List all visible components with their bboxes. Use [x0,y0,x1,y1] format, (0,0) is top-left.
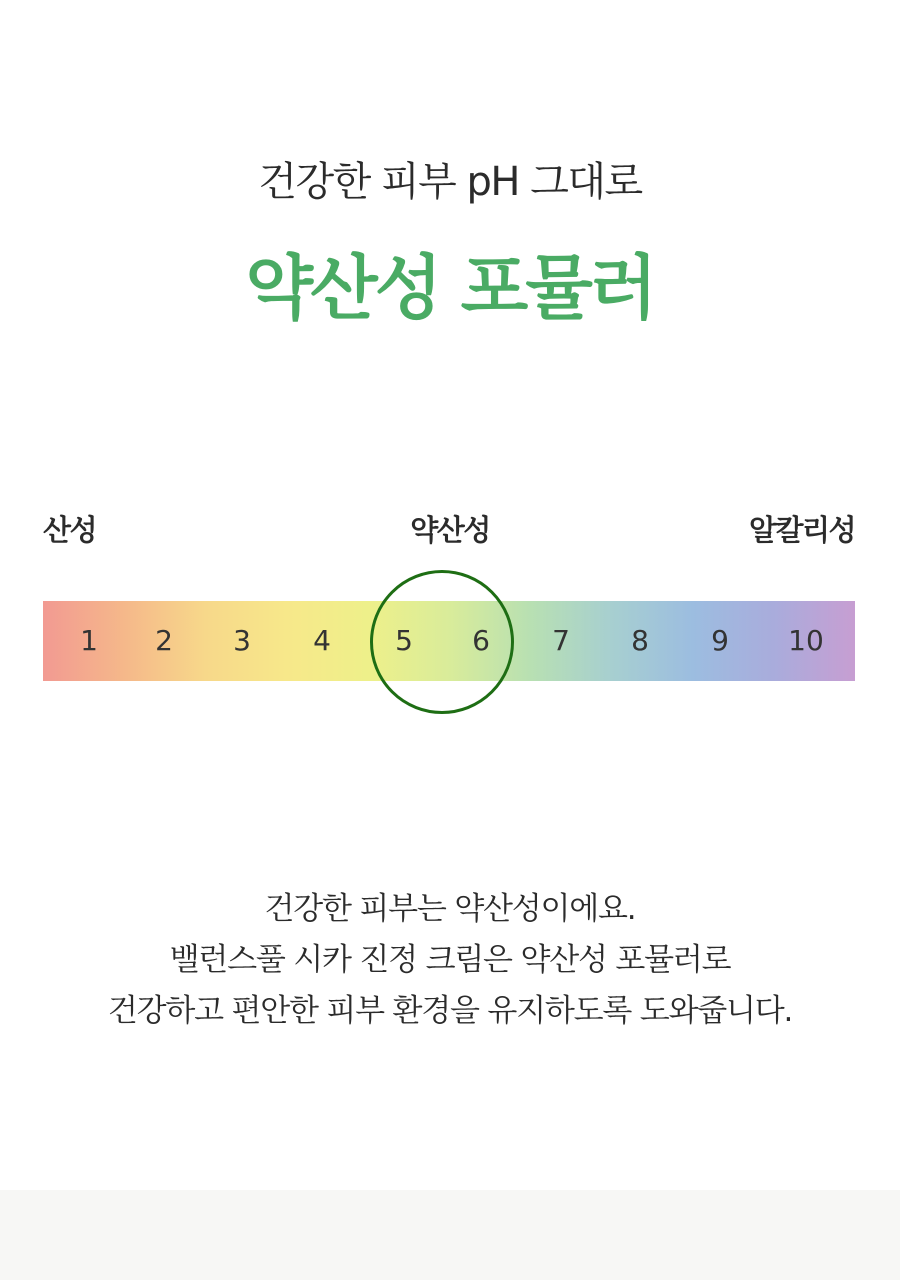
headline: 건강한 피부 pH 그대로 [258,159,642,205]
page-title: 약산성 포뮬러 [245,247,655,329]
ph-number-6: 6 [472,624,490,657]
description [0,884,900,1037]
ph-number-8: 8 [631,624,649,657]
acidic-label: 산성 [43,513,97,547]
description-line-2: 밸런스풀 시카 진정 크림은 약산성 포뮬러로 [169,942,731,978]
ph-number-4: 4 [313,624,331,657]
alkaline-label: 알칼리성 [748,513,855,547]
description-line-1: 건강한 피부는 약산성이에요. [264,891,636,927]
ph-number-9: 9 [711,624,729,657]
ph-number-2: 2 [155,624,173,657]
description-line-3: 건강하고 편안한 피부 환경을 유지하도록 도와줍니다. [107,993,793,1029]
ph-number-1: 1 [80,624,98,657]
highlight-ring [370,570,514,714]
ph-number-10: 10 [788,624,824,657]
ph-number-5: 5 [395,624,413,657]
ph-number-3: 3 [233,624,251,657]
ph-number-7: 7 [552,624,570,657]
footer-band [0,1190,900,1280]
weak-acidic-label: 약산성 [410,513,490,547]
